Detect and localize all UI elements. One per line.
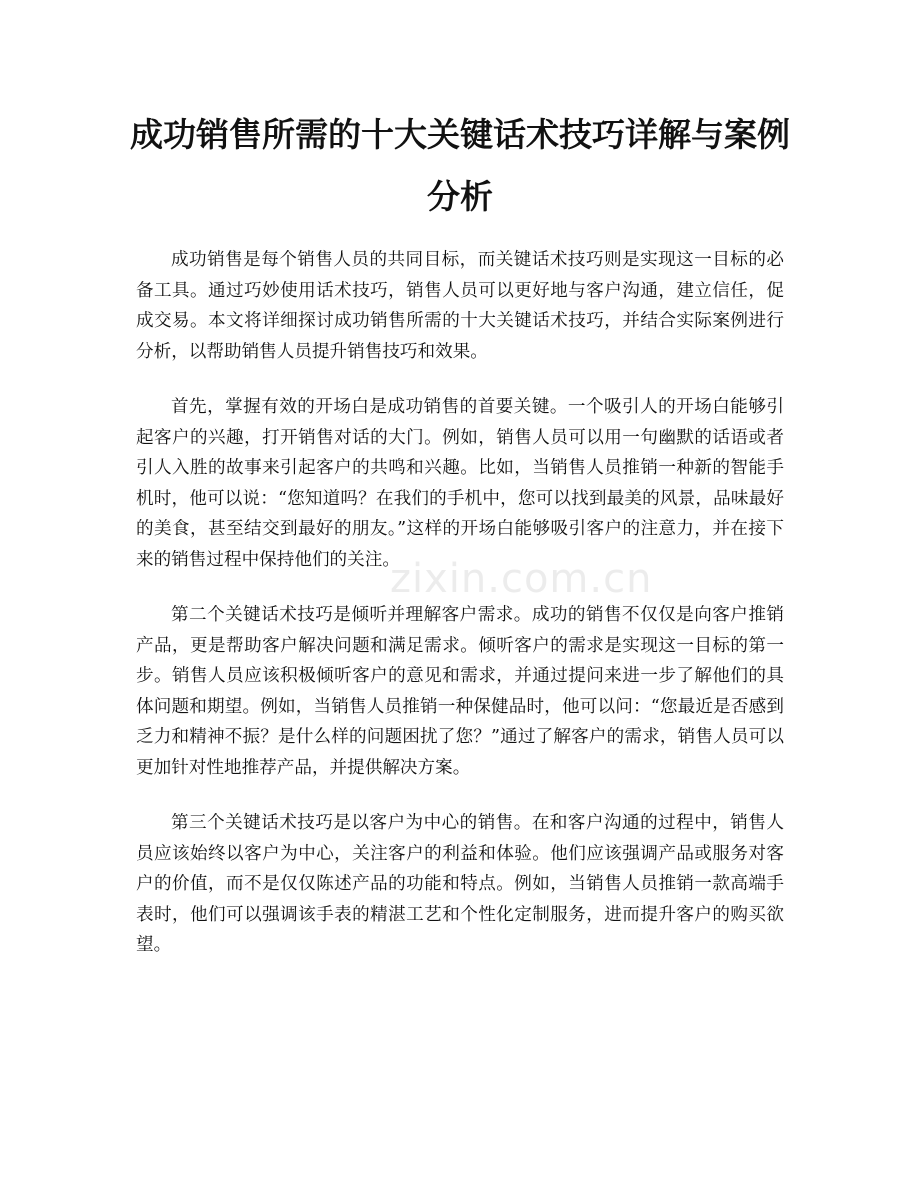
- paragraph-listening: 第二个关键话术技巧是倾听并理解客户需求。成功的销售不仅仅是向客户推销产品，更是帮助客户解决问题和满足需求。倾听客户的需求是实现这一目标的第一步。销售人员应该积极倾听客户的意见和需求，并通过提问来进一步了解他们的具体问题和期望。例如，当销售人员推销一种保健品时，他可以问：“您最近是否感到乏力和精神不振？是什么样的问题困扰了您？”通过了解客户的需求，销售人员可以更加针对性地推荐产品，并提供解决方案。: [136, 605, 784, 778]
- document-title: 成功销售所需的十大关键话术技巧详解与案例分析: [130, 115, 790, 216]
- paragraph-intro: 成功销售是每个销售人员的共同目标，而关键话术技巧则是实现这一目标的必备工具。通过巧妙使用话术技巧，销售人员可以更好地与客户沟通，建立信任，促成交易。本文将详细探讨成功销售所需的十大关键话术技巧，并结合实际案例进行分析，以帮助销售人员提升销售技巧和效果。: [136, 250, 784, 362]
- paragraph-customer-centric: 第三个关键话术技巧是以客户为中心的销售。在和客户沟通的过程中，销售人员应该始终以客户为中心，关注客户的利益和体验。他们应该强调产品或服务对客户的价值，而不是仅仅陈述产品的功能和特点。例如，当销售人员推销一款高端手表时，他们可以强调该手表的精湛工艺和个性化定制服务，进而提升客户的购买欲望。: [136, 813, 784, 955]
- document-body: [136, 245, 784, 986]
- paragraph-opening-line: 首先，掌握有效的开场白是成功销售的首要关键。一个吸引人的开场白能够引起客户的兴趣，打开销售对话的大门。例如，销售人员可以用一句幽默的话语或者引人入胜的故事来引起客户的共鸣和兴趣。比如，当销售人员推销一种新的智能手机时，他可以说：“您知道吗？在我们的手机中，您可以找到最美的风景，品味最好的美食，甚至结交到最好的朋友。”这样的开场白能够吸引客户的注意力，并在接下来的销售过程中保持他们的关注。: [136, 397, 784, 570]
- watermark-text: zixin.com.cn: [390, 556, 653, 602]
